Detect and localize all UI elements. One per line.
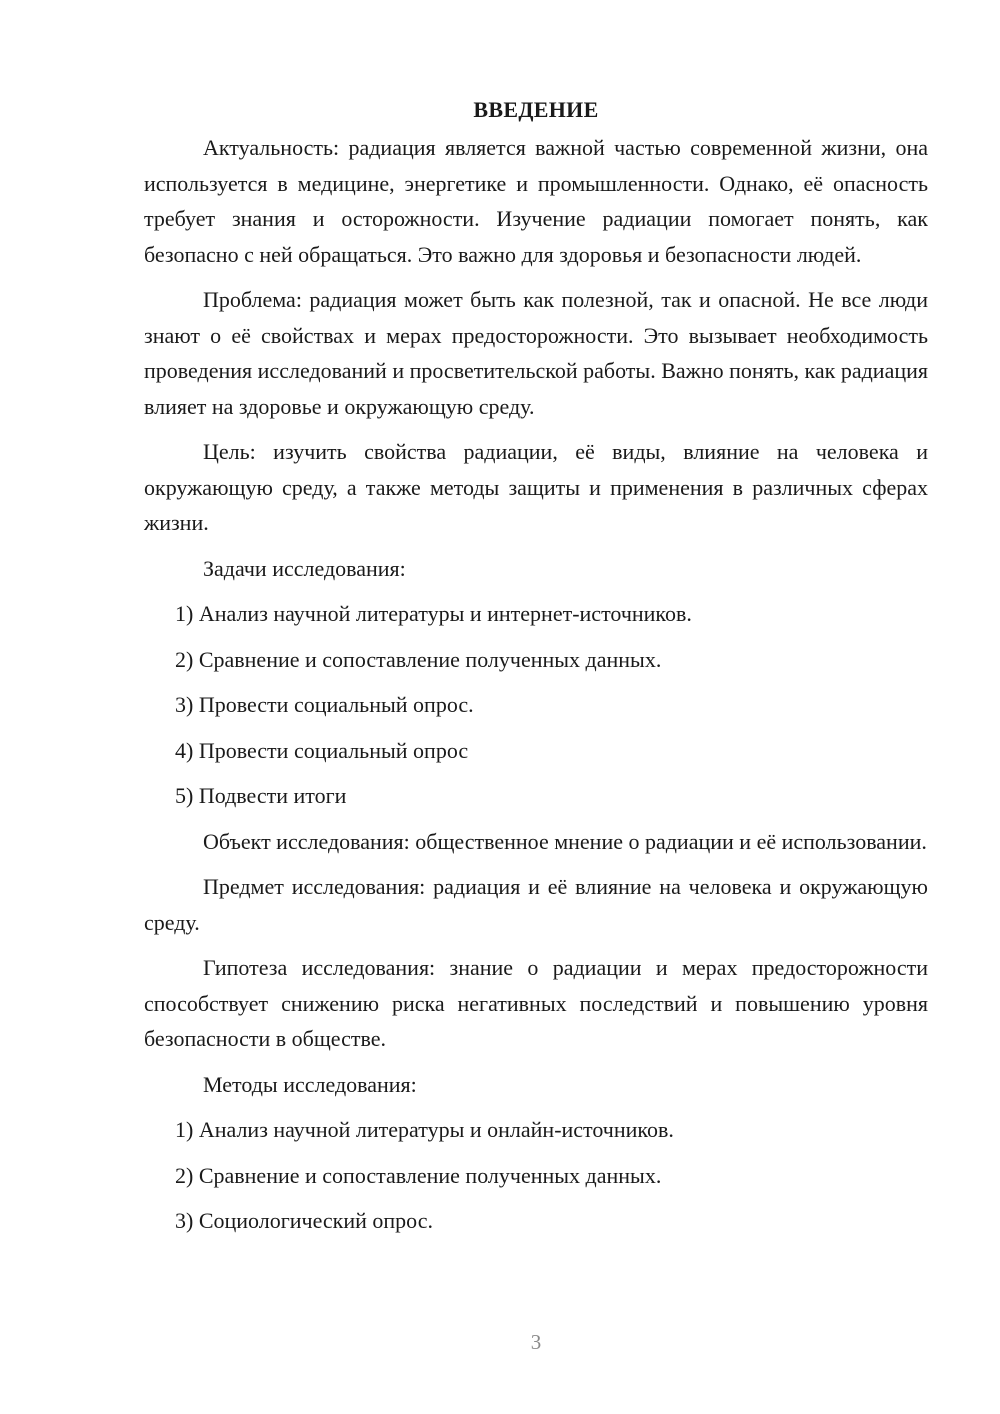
document-page [144,92,928,1249]
tasks-heading: Задачи исследования: [203,555,406,581]
list-item: 1) Анализ научной литературы и интернет-источников. [175,601,692,626]
problem-paragraph: Проблема: радиация может быть как полезной, так и опасной. Не все люди знают о её свойствах и мерах предосторожности. Это вызывает необходимость проведения исследований и просветительской работы. Важно понять, как радиация влияет на здоровье и окружающую среду. [144,287,928,419]
goal-paragraph: Цель: изучить свойства радиации, её виды, влияние на человека и окружающую среду, а также методы защиты и применения в различных сферах жизни. [144,439,928,535]
methods-list [144,1112,928,1239]
methods-heading: Методы исследования: [203,1071,417,1097]
list-item: 2) Сравнение и сопоставление полученных данных. [175,646,662,672]
list-item: 5) Подвести итоги [175,783,347,808]
list-item: 4) Провести социальный опрос [175,737,469,763]
list-item: 1) Анализ научной литературы и онлайн-источников. [175,1117,674,1142]
hypothesis-paragraph: Гипотеза исследования: знание о радиации и мерах предосторожности способствует снижению риска негативных последствий и повышению уровня безопасности в обществе. [144,955,928,1051]
list-item: 3) Социологический опрос. [175,1208,433,1233]
tasks-list [144,596,928,814]
object-paragraph: Объект исследования: общественное мнение о радиации и её использовании. [203,828,927,854]
subject-paragraph: Предмет исследования: радиация и её влияние на человека и окружающую среду. [144,874,928,935]
page-title: ВВЕДЕНИЕ [473,97,599,122]
list-item: 2) Сравнение и сопоставление полученных данных. [175,1162,662,1188]
relevance-paragraph: Актуальность: радиация является важной частью современной жизни, она используется в медицине, энергетике и промышленности. Однако, её опасность требует знания и осторожности. Изучение радиации помогает понять, как безопасно с ней обращаться. Это важно для здоровья и безопасности людей. [144,135,928,267]
page-number: 3 [530,1330,542,1354]
list-item: 3) Провести социальный опрос. [175,692,474,717]
